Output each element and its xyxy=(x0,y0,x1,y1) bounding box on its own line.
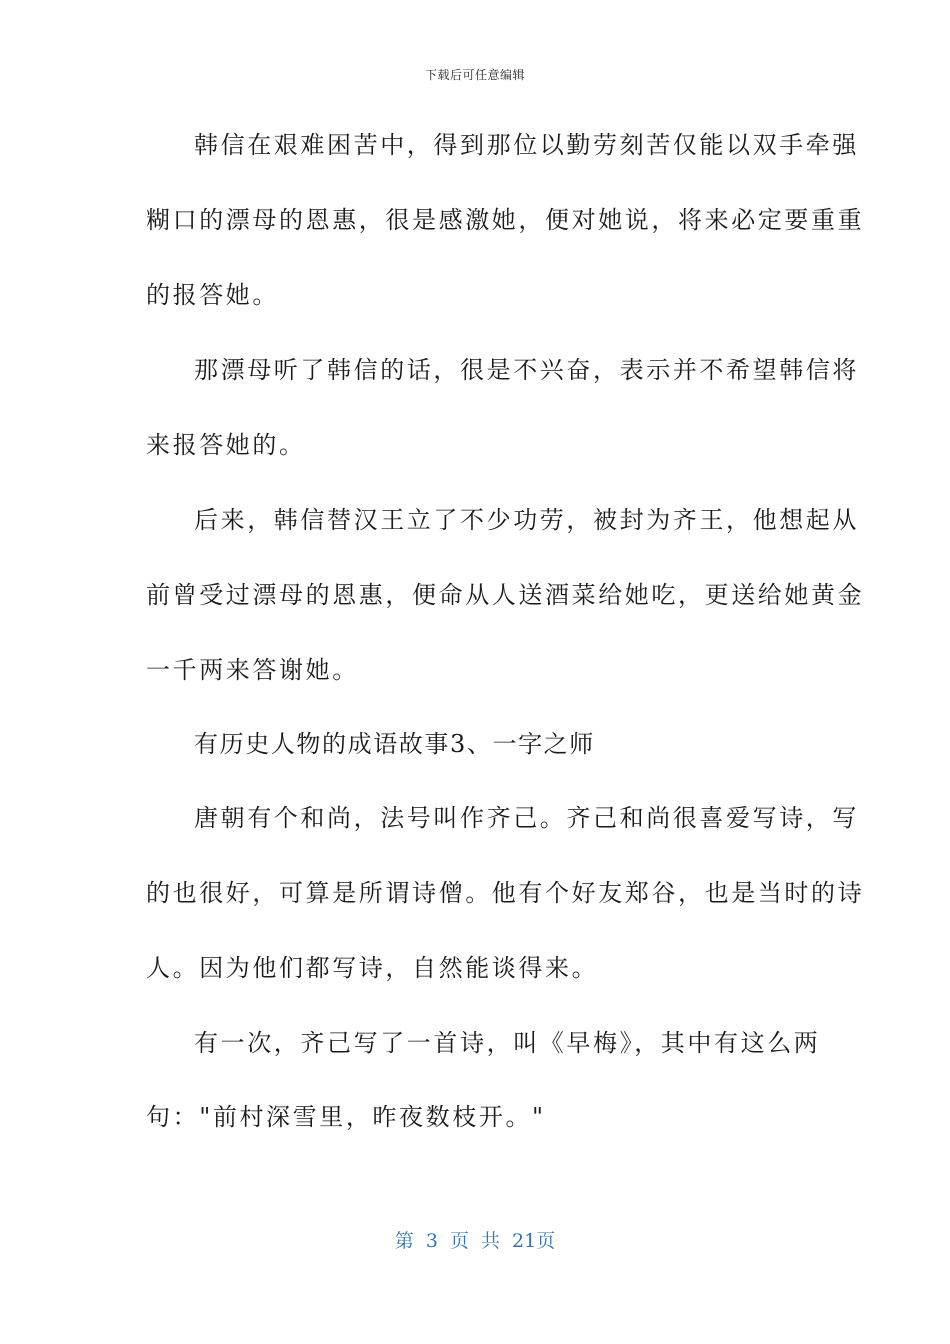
text-line: 句："前村深雪里，昨夜数枝开。" xyxy=(146,1103,546,1131)
page-footer: 第 3 页 共 21页 xyxy=(394,1230,556,1252)
text-line: 的报答她。 xyxy=(146,281,279,309)
text-line: 糊口的漂母的恩惠，很是感激她，便对她说，将来必定要重重 xyxy=(146,206,865,234)
page-header: 下载后可任意编辑 xyxy=(424,68,525,82)
text-line: 那漂母听了韩信的话，很是不兴奋，表示并不希望韩信将 xyxy=(194,356,859,384)
text-line: 前曾受过漂母的恩惠，便命从人送酒菜给她吃，更送给她黄金 xyxy=(146,581,865,609)
text-line: 人。因为他们都写诗，自然能谈得来。 xyxy=(146,954,599,982)
text-line: 后来，韩信替汉王立了不少功劳，被封为齐王，他想起从 xyxy=(194,506,859,534)
text-line: 来报答她的。 xyxy=(146,431,306,459)
text-line: 韩信在艰难困苦中，得到那位以勤劳刻苦仅能以双手牵强 xyxy=(194,131,859,159)
text-line: 唐朝有个和尚，法号叫作齐己。齐己和尚很喜爱写诗，写 xyxy=(194,804,859,832)
text-line: 一千两来答谢她。 xyxy=(146,656,359,684)
text-line: 的也很好，可算是所谓诗僧。他有个好友郑谷，也是当时的诗 xyxy=(146,879,865,907)
text-line: 有一次，齐己写了一首诗，叫《早梅》，其中有这么两 xyxy=(194,1029,821,1057)
section-heading: 有历史人物的成语故事3、一字之师 xyxy=(194,730,595,758)
